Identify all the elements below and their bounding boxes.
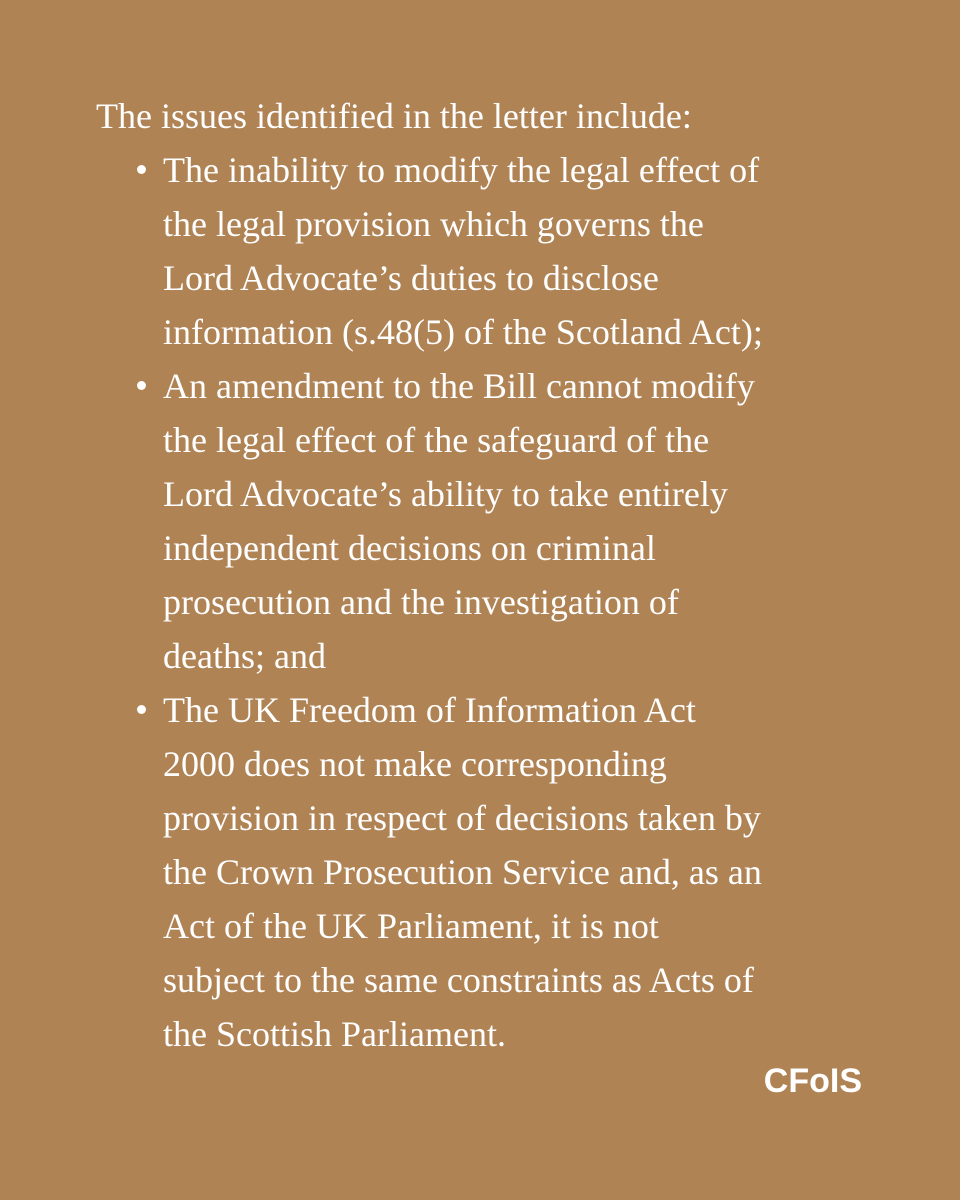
list-item-line: the legal effect of the safeguard of the bbox=[163, 420, 710, 460]
list-item-line: provision in respect of decisions taken by bbox=[163, 798, 761, 838]
list-item bbox=[96, 683, 876, 1061]
list-item-line: the Scottish Parliament. bbox=[163, 1014, 506, 1054]
list-item-line: Lord Advocate’s duties to disclose bbox=[163, 258, 659, 298]
list-item-line: The UK Freedom of Information Act bbox=[163, 690, 696, 730]
list-item-line: the legal provision which governs the bbox=[163, 204, 704, 244]
issues-list bbox=[96, 143, 876, 1061]
list-item-line: An amendment to the Bill cannot modify bbox=[163, 366, 755, 406]
list-item-line: information (s.48(5) of the Scotland Act); bbox=[163, 312, 763, 352]
list-item-line: deaths; and bbox=[163, 636, 326, 676]
intro-text: The issues identified in the letter include: bbox=[96, 96, 692, 136]
list-item-line: independent decisions on criminal bbox=[163, 528, 656, 568]
list-item-line: Lord Advocate’s ability to take entirely bbox=[163, 474, 728, 514]
brand-logo-text: CFoIS bbox=[763, 1062, 862, 1100]
list-item bbox=[96, 359, 876, 683]
post-body bbox=[96, 89, 876, 1061]
list-item-line: Act of the UK Parliament, it is not bbox=[163, 906, 659, 946]
list-item-line: the Crown Prosecution Service and, as an bbox=[163, 852, 762, 892]
list-item bbox=[96, 143, 876, 359]
list-item-line: 2000 does not make corresponding bbox=[163, 744, 667, 784]
bullet-dot-icon bbox=[137, 381, 146, 390]
bullet-dot-icon bbox=[137, 165, 146, 174]
list-item-line: prosecution and the investigation of bbox=[163, 582, 679, 622]
bullet-dot-icon bbox=[137, 705, 146, 714]
list-item-line: The inability to modify the legal effect of bbox=[163, 150, 760, 190]
list-item-line: subject to the same constraints as Acts of bbox=[163, 960, 754, 1000]
